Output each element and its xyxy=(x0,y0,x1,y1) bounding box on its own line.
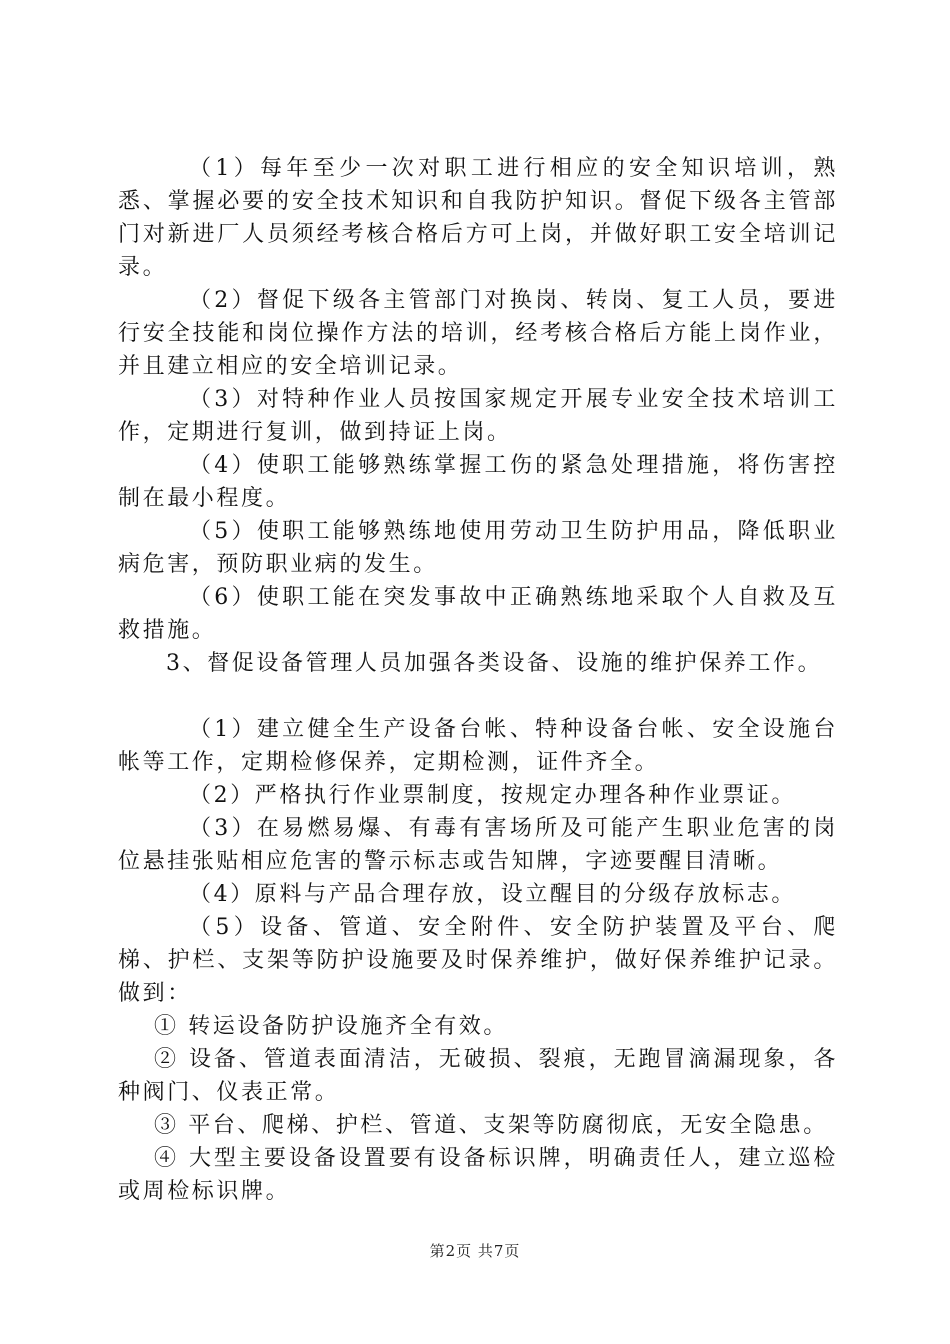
paragraph-equipment-5: （5）设备、管道、安全附件、安全防护装置及平台、爬梯、护栏、支架等防护设施要及时保养维护，做好保养维护记录。做到： xyxy=(118,915,838,1006)
paragraph-training-1: （1）每年至少一次对职工进行相应的安全知识培训，熟悉、掌握必要的安全技术知识和自我防护知识。督促下级各主管部门对新进厂人员须经考核合格后方可上岗，并做好职工安全培训记录。 xyxy=(118,156,838,280)
paragraph-equipment-1: （1）建立健全生产设备台帐、特种设备台帐、安全设施台帐等工作，定期检修保养，定期检测，证件齐全。 xyxy=(118,717,838,775)
document-body xyxy=(118,152,838,1208)
paragraph-training-3: （3）对特种作业人员按国家规定开展专业安全技术培训工作，定期进行复训，做到持证上岗。 xyxy=(118,387,838,445)
paragraph-gap xyxy=(118,680,838,713)
paragraph-training-2: （2）督促下级各主管部门对换岗、转岗、复工人员，要进行安全技能和岗位操作方法的培训，经考核合格后方能上岗作业，并且建立相应的安全培训记录。 xyxy=(118,288,838,379)
list-item-circle-3: ③ 平台、爬梯、护栏、管道、支架等防腐彻底，无安全隐患。 xyxy=(154,1113,828,1138)
paragraph-equipment-4: （4）原料与产品合理存放，设立醒目的分级存放标志。 xyxy=(189,882,796,907)
page-number-footer: 第2页 共7页 xyxy=(429,1242,521,1260)
paragraph-training-5: （5）使职工能够熟练地使用劳动卫生防护用品，降低职业病危害，预防职业病的发生。 xyxy=(118,519,838,577)
list-item-circle-4: ④ 大型主要设备设置要有设备标识牌，明确责任人，建立巡检或周检标识牌。 xyxy=(118,1146,838,1204)
paragraph-training-6: （6）使职工能在突发事故中正确熟练地采取个人自救及互救措施。 xyxy=(118,585,838,643)
paragraph-training-4: （4）使职工能够熟练掌握工伤的紧急处理措施，将伤害控制在最小程度。 xyxy=(118,453,838,511)
paragraph-equipment-2: （2）严格执行作业票制度，按规定办理各种作业票证。 xyxy=(189,783,796,808)
list-item-circle-1: ① 转运设备防护设施齐全有效。 xyxy=(154,1014,508,1039)
list-item-circle-2: ② 设备、管道表面清洁，无破损、裂痕，无跑冒滴漏现象，各种阀门、仪表正常。 xyxy=(118,1047,838,1105)
section-heading-equipment: 3、督促设备管理人员加强各类设备、设施的维护保养工作。 xyxy=(166,651,823,676)
paragraph-equipment-3: （3）在易燃易爆、有毒有害场所及可能产生职业危害的岗位悬挂张贴相应危害的警示标志或告知牌，字迹要醒目清晰。 xyxy=(118,816,838,874)
